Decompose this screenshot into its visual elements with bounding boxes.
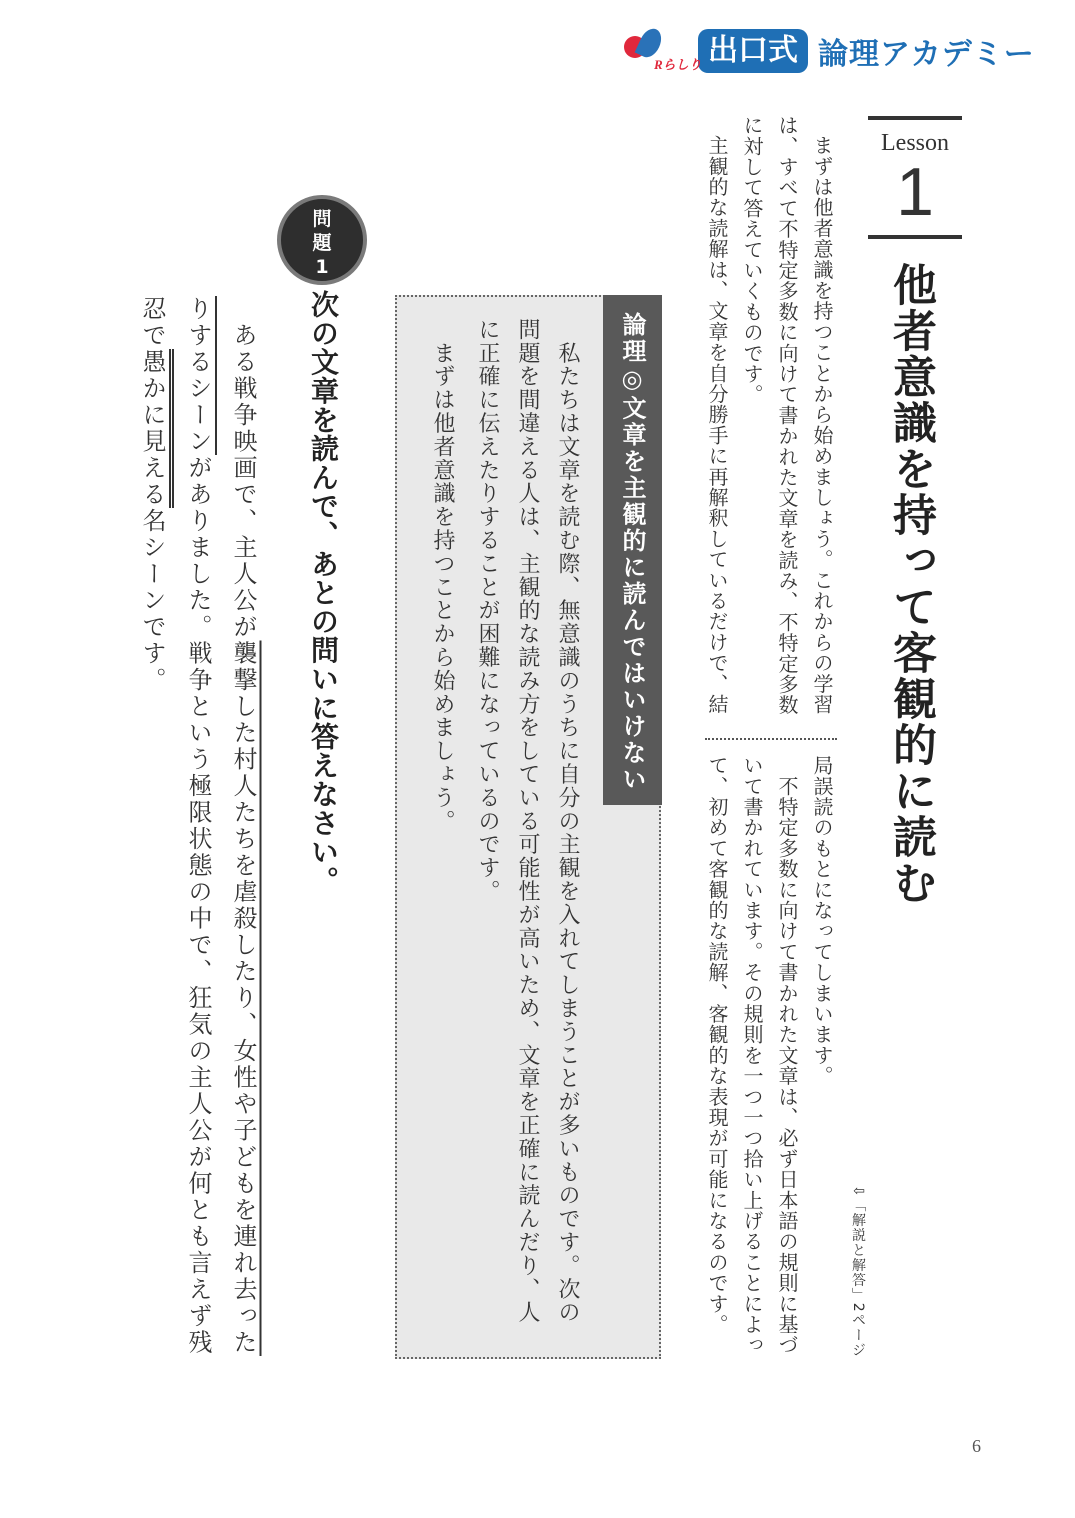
passage-column	[136, 296, 168, 694]
passage-column	[182, 296, 214, 1356]
lesson-number: 1	[896, 154, 934, 230]
problem-badge	[277, 195, 367, 285]
logic-box-column: に正確に伝えたりすることが困難になっているのです。	[475, 318, 500, 903]
intro-column: いて書かれています。その規則を一つ一つ拾い上げることによっ	[740, 755, 764, 1356]
logic-box-heading: 論理◎文章を主観的に読んではいけない	[618, 312, 646, 793]
double-underlined-passage: 愚かに見える	[138, 349, 166, 508]
brand-mark-text: Rらしり	[654, 57, 702, 72]
lesson-title: 他者意識を持って客観的に読む	[885, 262, 936, 906]
intro-column: 不特定多数に向けて書かれた文章は、必ず日本語の規則に基づ	[775, 755, 799, 1356]
intro-column: に対して答えていくものです。	[740, 115, 764, 405]
badge-number: 1	[315, 256, 329, 278]
lesson-rule-top	[868, 116, 962, 120]
underlined-passage: 襲撃した村人たちを虐殺したり、女性や子どもを連れ去った	[229, 640, 257, 1356]
brand-logo	[622, 28, 1035, 74]
section-divider	[705, 738, 837, 740]
answer-reference-link: ⇩「解説と解答」2ページ	[850, 1185, 866, 1358]
badge-text: 問	[312, 208, 332, 230]
intro-column: 局誤読のもとになってしまいます。	[810, 755, 834, 1087]
passage-column	[227, 296, 259, 1356]
logic-box-column: 問題を間違える人は、主観的な読み方をしている可能性が高いため、文章を正確に読んだり、人	[515, 318, 540, 1325]
underlined-passage: りするシーン	[184, 296, 212, 455]
flower-logo-icon	[622, 28, 702, 74]
lesson-rule-bottom	[868, 235, 962, 239]
logo-box: 出口式	[698, 29, 808, 73]
passage-text: ある戦争映画で、主人公が	[229, 296, 257, 641]
intro-column: て、初めて客観的な読解、客観的な表現が可能になるのです。	[705, 755, 729, 1335]
logo-text: 論理アカデミー	[818, 37, 1035, 72]
badge-text: 題	[312, 232, 332, 254]
lesson-label: Lesson	[881, 130, 949, 156]
passage-text: 名シーンです。	[138, 508, 166, 694]
passage-text: がありました。戦争という極限状態の中で、狂気の主人公が何とも言えず残	[184, 455, 212, 1356]
logic-box-column: 私たちは文章を読む際、無意識のうちに自分の主観を入れてしまうことが多いものです。次の	[555, 318, 580, 1325]
intro-column: は、すべて不特定多数に向けて書かれた文章を読み、不特定多数	[775, 115, 799, 716]
passage-text: 忍で	[138, 296, 166, 349]
logic-box-column: まずは他者意識を持つことから始めましょう。	[430, 318, 455, 833]
intro-column: 主観的な読解は、文章を自分勝手に再解釈しているだけで、結	[705, 135, 729, 715]
page-number: 6	[972, 1436, 981, 1456]
intro-column: まずは他者意識を持つことから始めましょう。これからの学習	[810, 135, 834, 715]
problem-instruction: 次の文章を読んで、あとの問いに答えなさい。	[307, 290, 340, 895]
